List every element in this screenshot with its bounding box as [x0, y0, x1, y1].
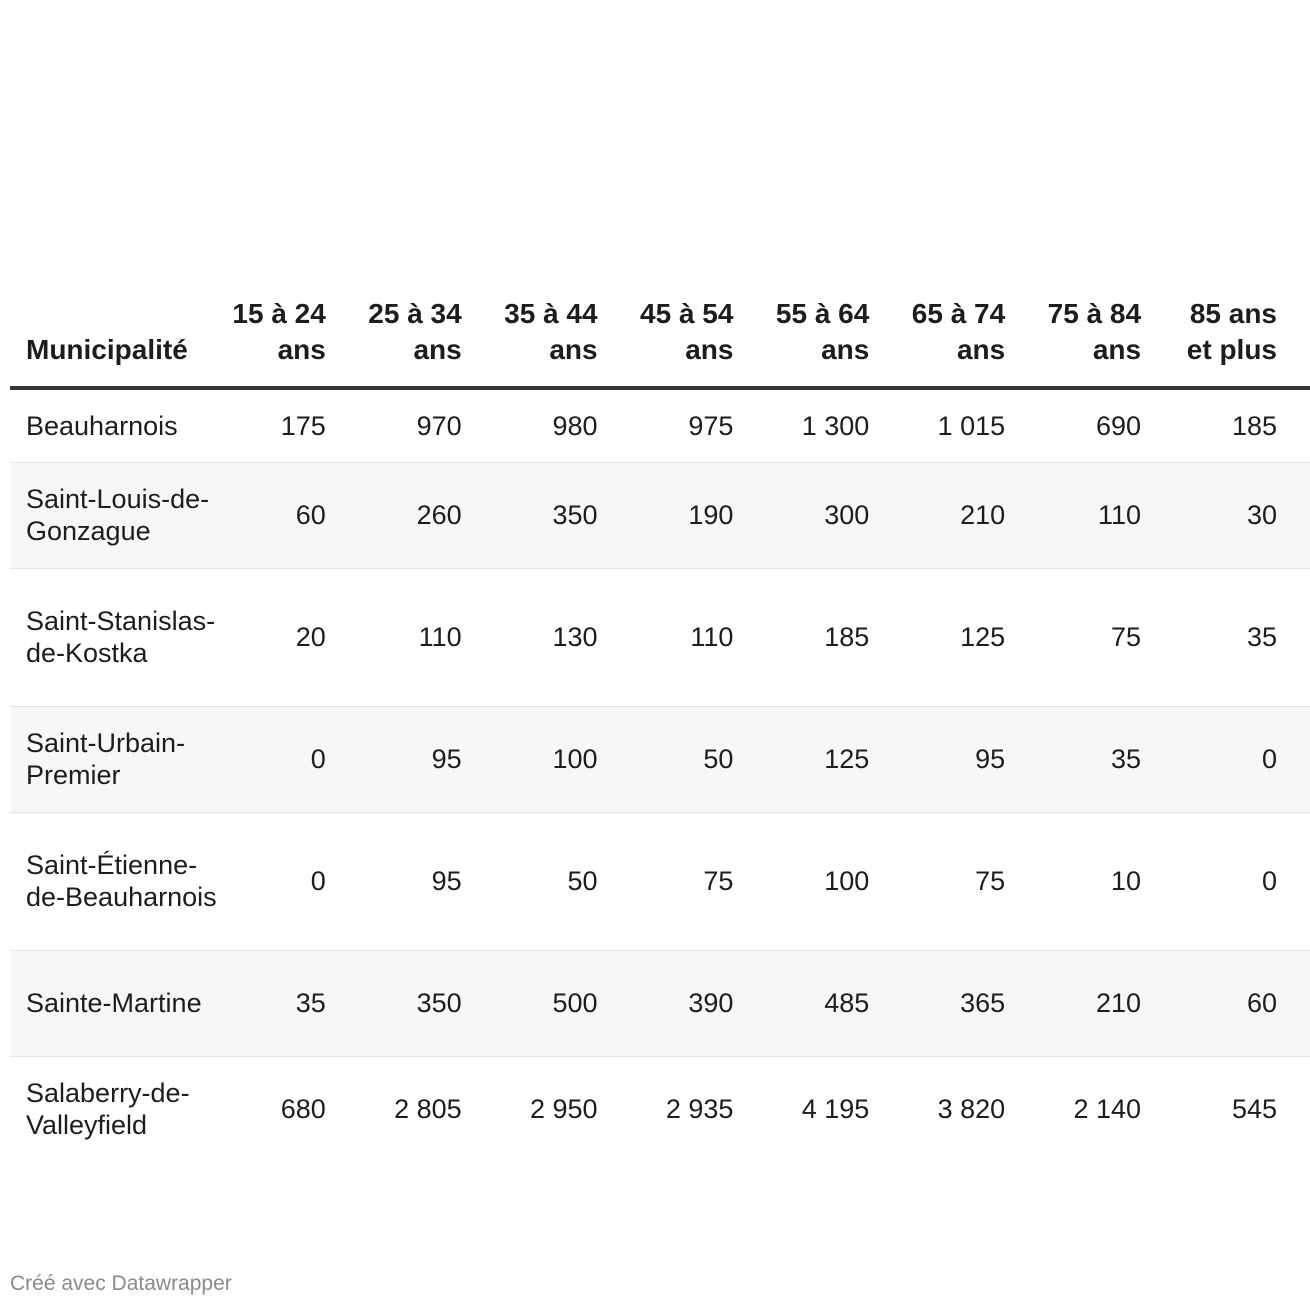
table-cell: 1 300	[766, 388, 902, 462]
table-cell: 2 140	[1038, 1056, 1174, 1162]
table-container	[10, 290, 1310, 1162]
row-label: Beauharnois	[10, 388, 223, 462]
row-label: Saint-Stanislas-de-Kostka	[10, 568, 223, 706]
table-cell: 35	[1038, 706, 1174, 812]
table-cell: 2 950	[495, 1056, 631, 1162]
row-label: Saint-Étienne-de-Beauharnois	[10, 812, 223, 950]
table-cell: 100	[766, 812, 902, 950]
table-cell: 300	[766, 462, 902, 568]
table-cell: 185	[1174, 388, 1310, 462]
table-row	[10, 462, 1310, 568]
table-row	[10, 1056, 1310, 1162]
table-cell: 980	[495, 388, 631, 462]
table-cell: 0	[1174, 812, 1310, 950]
table-cell: 35	[1174, 568, 1310, 706]
table-cell: 210	[902, 462, 1038, 568]
table-cell: 95	[359, 812, 495, 950]
table-cell: 130	[495, 568, 631, 706]
data-table	[10, 290, 1310, 1162]
column-header-65-74[interactable]: 65 à 74 ans	[902, 290, 1038, 388]
table-row	[10, 812, 1310, 950]
row-label: Saint-Louis-de-Gonzague	[10, 462, 223, 568]
table-cell: 350	[359, 950, 495, 1056]
table-cell: 4 195	[766, 1056, 902, 1162]
table-cell: 95	[359, 706, 495, 812]
row-label: Saint-Urbain-Premier	[10, 706, 223, 812]
column-header-35-44[interactable]: 35 à 44 ans	[495, 290, 631, 388]
table-cell: 125	[766, 706, 902, 812]
table-cell: 100	[495, 706, 631, 812]
table-cell: 10	[1038, 812, 1174, 950]
row-label: Salaberry-de-Valleyfield	[10, 1056, 223, 1162]
table-cell: 0	[1174, 706, 1310, 812]
table-cell: 75	[1038, 568, 1174, 706]
table-cell: 1 015	[902, 388, 1038, 462]
column-header-15-24[interactable]: 15 à 24 ans	[223, 290, 359, 388]
table-cell: 260	[359, 462, 495, 568]
table-row	[10, 950, 1310, 1056]
column-header-25-34[interactable]: 25 à 34 ans	[359, 290, 495, 388]
table-cell: 690	[1038, 388, 1174, 462]
table-cell: 50	[631, 706, 767, 812]
column-header-55-64[interactable]: 55 à 64 ans	[766, 290, 902, 388]
table-row	[10, 388, 1310, 462]
table-cell: 680	[223, 1056, 359, 1162]
table-cell: 110	[631, 568, 767, 706]
table-cell: 485	[766, 950, 902, 1056]
table-row	[10, 568, 1310, 706]
table-cell: 30	[1174, 462, 1310, 568]
column-header-85-plus[interactable]: 85 ans et plus	[1174, 290, 1310, 388]
table-cell: 545	[1174, 1056, 1310, 1162]
table-cell: 0	[223, 706, 359, 812]
table-cell: 20	[223, 568, 359, 706]
table-cell: 175	[223, 388, 359, 462]
table-cell: 125	[902, 568, 1038, 706]
row-label: Sainte-Martine	[10, 950, 223, 1056]
table-cell: 95	[902, 706, 1038, 812]
table-cell: 60	[223, 462, 359, 568]
table-cell: 110	[359, 568, 495, 706]
datawrapper-credit[interactable]: Créé avec Datawrapper	[10, 1272, 232, 1295]
table-cell: 970	[359, 388, 495, 462]
table-cell: 75	[902, 812, 1038, 950]
table-cell: 3 820	[902, 1056, 1038, 1162]
header-row	[10, 290, 1310, 388]
table-cell: 390	[631, 950, 767, 1056]
table-row	[10, 706, 1310, 812]
table-cell: 365	[902, 950, 1038, 1056]
table-cell: 190	[631, 462, 767, 568]
table-cell: 60	[1174, 950, 1310, 1056]
table-cell: 2 935	[631, 1056, 767, 1162]
table-cell: 0	[223, 812, 359, 950]
column-header-municipalite[interactable]: Municipalité	[10, 290, 223, 388]
table-cell: 500	[495, 950, 631, 1056]
table-cell: 75	[631, 812, 767, 950]
column-header-45-54[interactable]: 45 à 54 ans	[631, 290, 767, 388]
table-cell: 185	[766, 568, 902, 706]
table-cell: 110	[1038, 462, 1174, 568]
table-cell: 35	[223, 950, 359, 1056]
table-cell: 350	[495, 462, 631, 568]
table-cell: 50	[495, 812, 631, 950]
table-cell: 210	[1038, 950, 1174, 1056]
table-cell: 2 805	[359, 1056, 495, 1162]
table-cell: 975	[631, 388, 767, 462]
column-header-75-84[interactable]: 75 à 84 ans	[1038, 290, 1174, 388]
